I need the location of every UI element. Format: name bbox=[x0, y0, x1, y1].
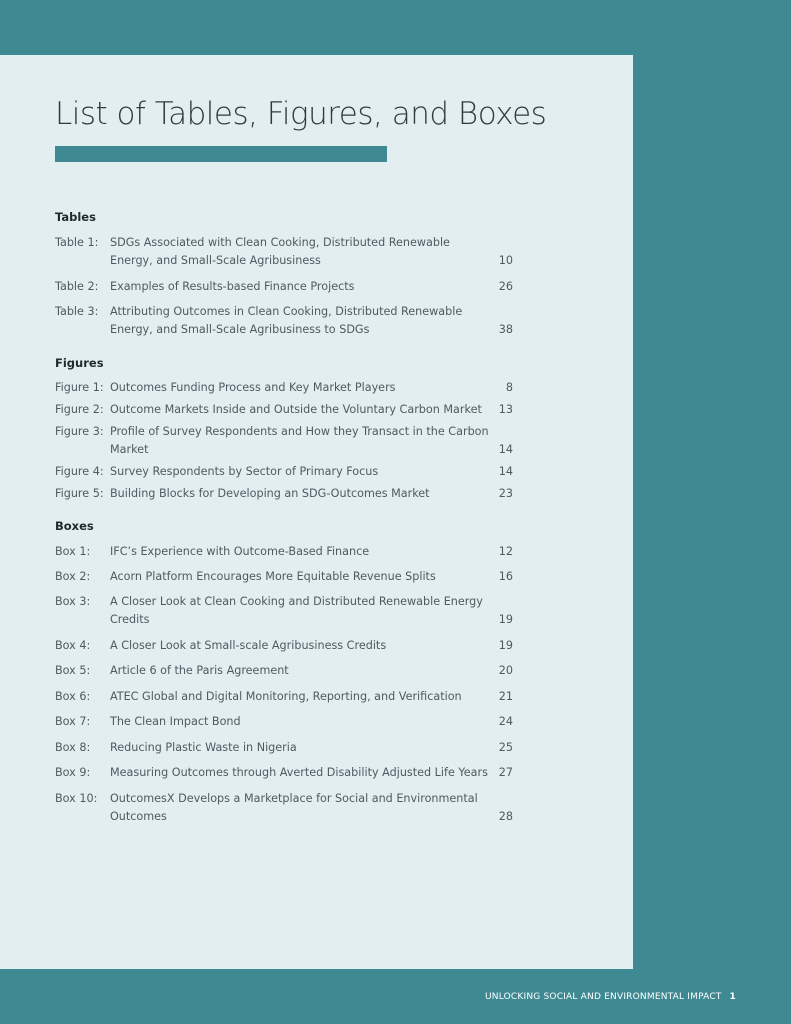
toc-entry-table-1[interactable] bbox=[55, 234, 515, 270]
section-heading-figures: Figures bbox=[55, 356, 104, 370]
toc-entry-box-1[interactable] bbox=[55, 543, 515, 561]
entry-label: Box 2: bbox=[55, 570, 91, 583]
toc-entry-box-4[interactable] bbox=[55, 637, 515, 655]
entry-page: 23 bbox=[498, 487, 513, 500]
entry-label: Box 8: bbox=[55, 741, 91, 754]
entry-label: Box 6: bbox=[55, 690, 91, 703]
title-underline-bar bbox=[55, 146, 387, 162]
entry-page: 27 bbox=[498, 766, 513, 779]
entry-title: The Clean Impact Bond bbox=[110, 715, 241, 728]
entry-page: 14 bbox=[498, 443, 513, 456]
entry-page: 8 bbox=[505, 381, 513, 394]
content-panel bbox=[0, 55, 633, 969]
section-heading-tables: Tables bbox=[55, 210, 96, 224]
entry-label: Box 4: bbox=[55, 639, 91, 652]
toc-entry-figure-1[interactable] bbox=[55, 379, 515, 397]
entry-page: 12 bbox=[498, 545, 513, 558]
entry-label: Table 3: bbox=[55, 305, 99, 318]
entry-page: 19 bbox=[498, 613, 513, 626]
entry-label: Figure 3: bbox=[55, 425, 104, 438]
entry-label: Table 2: bbox=[55, 280, 99, 293]
entry-title: Profile of Survey Respondents and How they Transact in the Carbon Market bbox=[110, 425, 489, 456]
entry-title: Measuring Outcomes through Averted Disability Adjusted Life Years bbox=[110, 766, 488, 779]
entry-title: SDGs Associated with Clean Cooking, Distributed Renewable Energy, and Small-Scale Agribusiness bbox=[110, 236, 450, 267]
entry-page: 28 bbox=[498, 810, 513, 823]
entry-title: IFC’s Experience with Outcome-Based Finance bbox=[110, 545, 370, 558]
entry-title: Examples of Results-based Finance Projects bbox=[110, 280, 355, 293]
entry-title: Building Blocks for Developing an SDG-Outcomes Market bbox=[110, 487, 430, 500]
entry-title: A Closer Look at Small-scale Agribusiness Credits bbox=[110, 639, 387, 652]
toc-entry-figure-5[interactable] bbox=[55, 485, 515, 503]
toc-entry-figure-3[interactable] bbox=[55, 423, 515, 459]
entry-label: Table 1: bbox=[55, 236, 99, 249]
entry-label: Figure 4: bbox=[55, 465, 104, 478]
entry-label: Box 10: bbox=[55, 792, 98, 805]
entry-label: Box 7: bbox=[55, 715, 91, 728]
entry-label: Figure 1: bbox=[55, 381, 104, 394]
toc-entry-table-2[interactable] bbox=[55, 278, 515, 296]
entry-title: Outcome Markets Inside and Outside the Voluntary Carbon Market bbox=[110, 403, 482, 416]
toc-entry-box-8[interactable] bbox=[55, 739, 515, 757]
entry-title: Survey Respondents by Sector of Primary Focus bbox=[110, 465, 379, 478]
toc-entry-table-3[interactable] bbox=[55, 303, 515, 339]
entry-title: ATEC Global and Digital Monitoring, Reporting, and Verification bbox=[110, 690, 462, 703]
toc-entry-box-6[interactable] bbox=[55, 688, 515, 706]
entry-title: Acorn Platform Encourages More Equitable Revenue Splits bbox=[110, 570, 436, 583]
entry-title: Outcomes Funding Process and Key Market Players bbox=[110, 381, 396, 394]
entry-label: Box 3: bbox=[55, 595, 91, 608]
entry-page: 20 bbox=[498, 664, 513, 677]
entry-title: Reducing Plastic Waste in Nigeria bbox=[110, 741, 297, 754]
entry-label: Box 5: bbox=[55, 664, 91, 677]
entry-page: 26 bbox=[498, 280, 513, 293]
entry-page: 14 bbox=[498, 465, 513, 478]
entry-label: Figure 5: bbox=[55, 487, 104, 500]
entry-title: Article 6 of the Paris Agreement bbox=[110, 664, 289, 677]
entry-label: Figure 2: bbox=[55, 403, 104, 416]
entry-label: Box 9: bbox=[55, 766, 91, 779]
entry-label: Box 1: bbox=[55, 545, 91, 558]
footer-page-number: 1 bbox=[729, 992, 736, 1002]
toc-entry-box-9[interactable] bbox=[55, 764, 515, 782]
entry-page: 24 bbox=[498, 715, 513, 728]
entry-title: OutcomesX Develops a Marketplace for Social and Environmental Outcomes bbox=[110, 792, 478, 823]
toc-entry-figure-2[interactable] bbox=[55, 401, 515, 419]
toc-entry-figure-4[interactable] bbox=[55, 463, 515, 481]
section-heading-boxes: Boxes bbox=[55, 519, 94, 533]
toc-entry-box-10[interactable] bbox=[55, 790, 515, 826]
entry-page: 13 bbox=[498, 403, 513, 416]
entry-page: 25 bbox=[498, 741, 513, 754]
page-footer bbox=[485, 992, 736, 1002]
entry-page: 38 bbox=[498, 323, 513, 336]
toc-entry-box-2[interactable] bbox=[55, 568, 515, 586]
entry-page: 19 bbox=[498, 639, 513, 652]
page-title: List of Tables, Figures, and Boxes bbox=[55, 96, 547, 132]
entry-title: Attributing Outcomes in Clean Cooking, Distributed Renewable Energy, and Small-Scale Agribusiness to SDGs bbox=[110, 305, 463, 336]
footer-text: UNLOCKING SOCIAL AND ENVIRONMENTAL IMPACT bbox=[485, 992, 722, 1002]
toc-entry-box-3[interactable] bbox=[55, 593, 515, 629]
toc-entry-box-5[interactable] bbox=[55, 662, 515, 680]
toc-entry-box-7[interactable] bbox=[55, 713, 515, 731]
entry-page: 10 bbox=[498, 254, 513, 267]
entry-page: 16 bbox=[498, 570, 513, 583]
entry-title: A Closer Look at Clean Cooking and Distributed Renewable Energy Credits bbox=[110, 595, 483, 626]
entry-page: 21 bbox=[498, 690, 513, 703]
